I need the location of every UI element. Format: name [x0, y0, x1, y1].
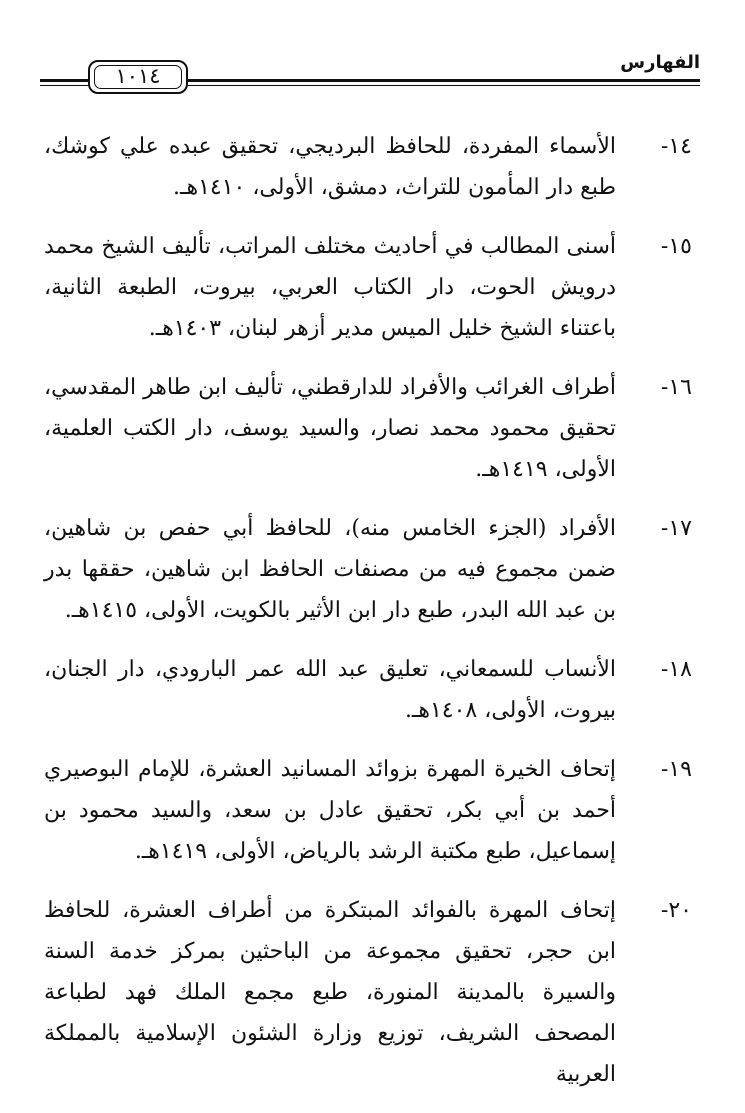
page-header — [40, 46, 700, 96]
bibliography-entry — [44, 508, 692, 631]
entry-text: أسنى المطالب في أحاديث مختلف المراتب، تأليف الشيخ محمد درويش الحوت، دار الكتاب العربي، بيروت، الطبعة الثانية، باعتناء الشيخ خليل الميس مدير أزهر لبنان، ١٤٠٣هـ. — [44, 234, 616, 341]
entry-text: إتحاف المهرة بالفوائد المبتكرة من أطراف العشرة، للحافظ ابن حجر، تحقيق مجموعة من الباحثين بمركز خدمة السنة والسيرة بالمدينة المنورة، طبع مجمع الملك فهد لطباعة المصحف الشريف، توزيع وزارة الشئون الإسلامية بالمملكة العربية — [44, 898, 616, 1087]
entry-text: أطراف الغرائب والأفراد للدارقطني، تأليف ابن طاهر المقدسي، تحقيق محمود محمد نصار، والسيد يوسف، دار الكتب العلمية، الأولى، ١٤١٩هـ. — [44, 375, 616, 482]
entry-number: ١٥- — [660, 234, 692, 259]
bibliography-entry — [44, 890, 692, 1095]
entry-number: ٢٠- — [660, 898, 692, 923]
bibliography-entry — [44, 649, 692, 731]
page-number: ١٠١٤ — [115, 64, 161, 88]
entry-text: الأسماء المفردة، للحافظ البرديجي، تحقيق عبده علي كوشك، طبع دار المأمون للتراث، دمشق، الأولى، ١٤١٠هـ. — [44, 134, 616, 200]
entry-number: ١٤- — [660, 134, 692, 159]
entry-number: ١٦- — [660, 375, 692, 400]
entry-text: الأفراد (الجزء الخامس منه)، للحافظ أبي حفص بن شاهين، ضمن مجموع فيه من مصنفات الحافظ ابن شاهين، حققها بدر بن عبد الله البدر، طبع دار ابن الأثير بالكويت، الأولى، ١٤١٥هـ. — [44, 516, 616, 623]
bibliography-list — [44, 126, 692, 1113]
bibliography-entry — [44, 749, 692, 872]
bibliography-entry — [44, 126, 692, 208]
entry-number: ١٧- — [660, 516, 692, 541]
page-number-frame — [88, 60, 188, 94]
entry-number: ١٩- — [660, 757, 692, 782]
running-title: الفهارس — [612, 52, 700, 73]
entry-text: إتحاف الخيرة المهرة بزوائد المسانيد العشرة، للإمام البوصيري أحمد بن أبي بكر، تحقيق عادل بن سعد، والسيد محمود بن إسماعيل، طبع مكتبة الرشد بالرياض، الأولى، ١٤١٩هـ. — [44, 757, 616, 864]
bibliography-entry — [44, 367, 692, 490]
entry-text: الأنساب للسمعاني، تعليق عبد الله عمر البارودي، دار الجنان، بيروت، الأولى، ١٤٠٨هـ. — [44, 657, 616, 723]
entry-number: ١٨- — [660, 657, 692, 682]
bibliography-entry — [44, 226, 692, 349]
